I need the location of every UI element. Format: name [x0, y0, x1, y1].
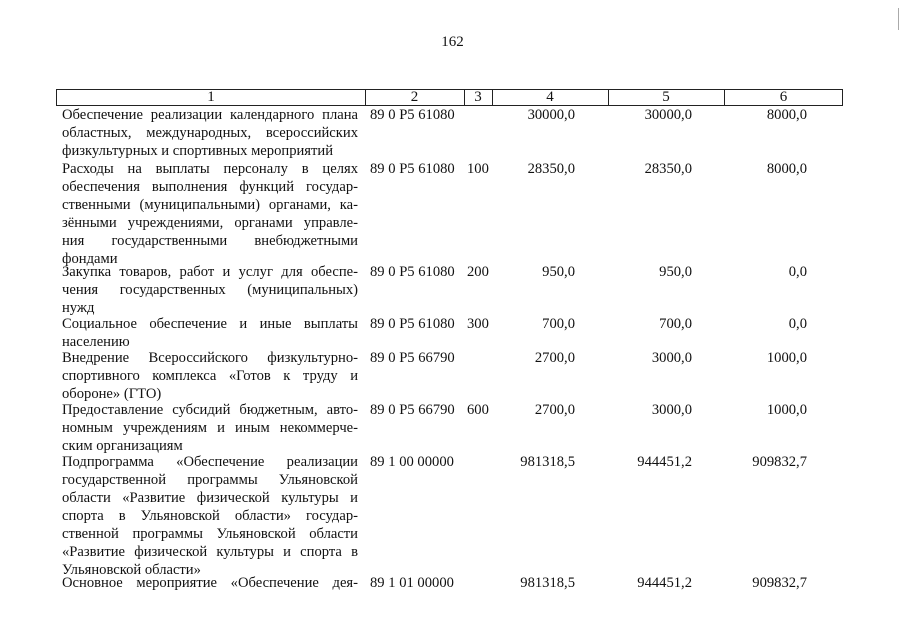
row-name-line: Подпрограмма «Обеспечение реализации	[62, 454, 358, 470]
row-code: 89 0 P5 61080	[370, 264, 455, 280]
row-value-4: 981318,5	[520, 454, 575, 470]
row-value-6: 1000,0	[766, 402, 807, 418]
row-name	[62, 160, 358, 268]
row-value-5: 944451,2	[637, 575, 692, 591]
row-name-line: Закупка товаров, работ и услуг для обеспе-	[62, 264, 358, 280]
row-name-line: Основное мероприятие «Обеспечение дея-	[62, 575, 358, 591]
row-value-6: 8000,0	[766, 107, 807, 123]
row-value-5: 28350,0	[644, 161, 692, 177]
row-name-line: номным учреждениям и иным некоммерче-	[62, 420, 358, 436]
row-code: 89 0 P5 66790	[370, 350, 455, 366]
row-name-line: зёнными учреждениями, органами управле-	[62, 215, 358, 231]
row-value-4: 2700,0	[534, 402, 575, 418]
row-name-line: Расходы на выплаты персоналу в целях	[62, 161, 358, 177]
row-vr: 600	[467, 402, 489, 418]
row-name	[62, 401, 358, 455]
header-col-4: 4	[546, 89, 554, 105]
row-code: 89 0 P5 66790	[370, 402, 455, 418]
row-name-line: Обеспечение реализации календарного плана	[62, 107, 358, 123]
row-name-line: спортивного комплекса «Готов к труду и	[62, 368, 358, 384]
row-value-4: 981318,5	[520, 575, 575, 591]
row-value-5: 3000,0	[651, 350, 692, 366]
row-value-4: 2700,0	[534, 350, 575, 366]
row-name-line: обеспечения выполнения функций государ-	[62, 179, 358, 195]
row-name	[62, 574, 358, 592]
header-col-6: 6	[779, 89, 788, 105]
row-vr: 200	[467, 264, 489, 280]
row-name	[62, 263, 358, 317]
row-value-4: 28350,0	[527, 161, 575, 177]
row-name-line: чения государственных (муниципальных)	[62, 282, 358, 298]
row-name	[62, 349, 358, 403]
row-value-5: 30000,0	[644, 107, 692, 123]
row-value-4: 950,0	[542, 264, 575, 280]
header-col-1: 1	[207, 89, 215, 105]
row-name-line: физкультурных и спортивных мероприятий	[62, 143, 334, 159]
row-vr: 300	[467, 316, 489, 332]
row-name-line: населению	[62, 334, 130, 350]
row-value-6: 1000,0	[766, 350, 807, 366]
row-name-line: спорта в Ульяновской области» государ-	[62, 508, 358, 524]
row-name-line: обороне» (ГТО)	[62, 386, 162, 402]
row-value-4: 30000,0	[527, 107, 575, 123]
row-name-line: ским организациям	[62, 438, 183, 454]
row-value-5: 3000,0	[651, 402, 692, 418]
page-number: 162	[441, 34, 464, 50]
row-name-line: области «Развитие физической культуры и	[62, 490, 358, 506]
row-name-line: областных, международных, всероссийских	[62, 125, 358, 141]
header-col-2: 2	[410, 89, 419, 105]
row-value-5: 950,0	[659, 264, 692, 280]
row-value-5: 700,0	[659, 316, 692, 332]
row-name-line: «Развитие физической культуры и спорта в	[62, 544, 358, 560]
table-header	[56, 89, 843, 106]
row-name-line: нужд	[62, 300, 95, 316]
row-value-6: 909832,7	[752, 454, 807, 470]
row-value-6: 0,0	[788, 264, 807, 280]
row-name	[62, 315, 358, 351]
row-code: 89 0 P5 61080	[370, 107, 455, 123]
row-value-6: 0,0	[788, 316, 807, 332]
row-code: 89 0 P5 61080	[370, 161, 455, 177]
row-name-line: фондами	[62, 251, 118, 267]
row-name-line: государственной программы Ульяновской	[62, 472, 358, 488]
row-name	[62, 453, 358, 579]
row-name-line: ственной программы Ульяновской области	[62, 526, 358, 542]
row-name-line: ственными (муниципальными) органами, ка-	[62, 197, 358, 213]
header-col-3: 3	[474, 89, 482, 105]
row-name-line: Внедрение Всероссийского физкультурно-	[62, 350, 358, 366]
row-name-line: ния государственными внебюджетными	[62, 233, 358, 249]
row-code: 89 1 00 00000	[370, 454, 454, 470]
row-value-5: 944451,2	[637, 454, 692, 470]
row-name-line: Предоставление субсидий бюджетным, авто-	[62, 402, 358, 418]
row-value-4: 700,0	[542, 316, 575, 332]
scan-edge-mark	[898, 8, 899, 30]
row-name-line: Социальное обеспечение и иные выплаты	[62, 316, 358, 332]
header-col-5: 5	[662, 89, 670, 105]
row-code: 89 0 P5 61080	[370, 316, 455, 332]
row-value-6: 909832,7	[752, 575, 807, 591]
row-code: 89 1 01 00000	[370, 575, 454, 591]
row-name-line: Ульяновской области»	[62, 562, 201, 578]
row-vr: 100	[467, 161, 489, 177]
row-value-6: 8000,0	[766, 161, 807, 177]
row-name	[62, 106, 358, 160]
